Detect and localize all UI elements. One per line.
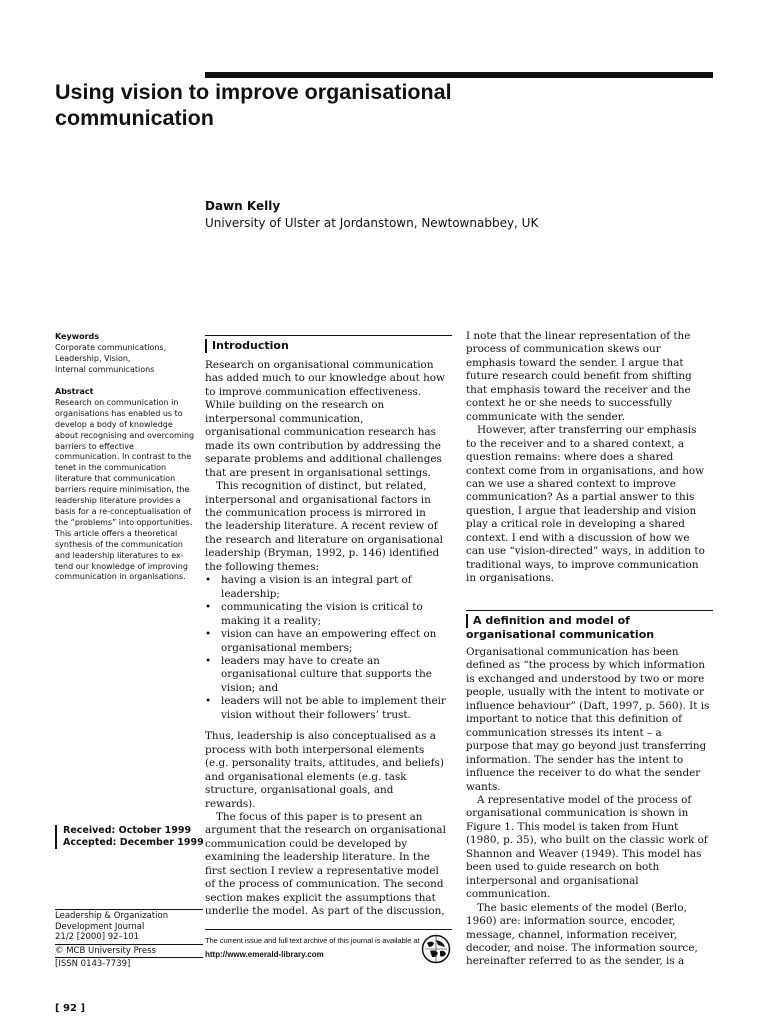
abstract-line: barriers to effective: [55, 441, 134, 451]
paragraph-line: The focus of this paper is to present an: [216, 810, 423, 823]
paragraph-line: (1980, p. 35), who built on the classic work of: [466, 834, 708, 847]
heading-marker: [466, 614, 468, 628]
paragraph-line: can we use a shared context to improve: [466, 477, 676, 490]
journal-rule: [55, 957, 203, 958]
paragraph-line: communicate with the sender.: [466, 410, 625, 423]
paragraph-line: communication? As a partial answer to this: [466, 491, 695, 504]
paragraph-line: context. I end with a discussion of how we: [466, 531, 690, 544]
paragraph-line: structure, organisational goals, and: [205, 784, 394, 797]
abstract-line: literature that communication: [55, 474, 176, 484]
keywords-line: Corporate communications,: [55, 342, 167, 352]
paragraph-line: section makes explicit the assumptions that: [205, 891, 436, 904]
abstract-line: basis for a re-conceptualisation of: [55, 506, 191, 516]
paragraph-line: context he or she needs to successfully: [466, 397, 673, 410]
paragraph-line: defined as “the process by which information: [466, 659, 705, 672]
paragraph-line: I note that the linear representation of the: [466, 330, 691, 342]
paragraph-line: examining the leadership literature. In the: [205, 851, 430, 864]
paragraph-line: future research could benefit from shifting: [466, 370, 692, 383]
paragraph-line: first section I review a representative model: [205, 864, 439, 877]
paragraph-line: rewards).: [205, 797, 256, 810]
abstract-line: communication. In contrast to the: [55, 452, 192, 462]
abstract-line: the “problems” into opportunities.: [55, 517, 193, 527]
abstract-line: about recognising and overcoming: [55, 430, 195, 440]
column-1-text: [205, 359, 453, 919]
paragraph-line: context come from in organisations, and how: [466, 464, 705, 477]
bullet-line: vision without their followers’ trust.: [221, 708, 411, 721]
abstract-line: organisations has enabled us to: [55, 408, 183, 418]
archive-note: The current issue and full text archive of this journal is available at: [205, 936, 420, 945]
paragraph-line: can use “vision-directed” ways, in addition to: [466, 545, 705, 558]
heading-marker: [205, 339, 207, 353]
paragraph-line: decoder, and noise. The information source,: [466, 941, 698, 954]
bullet-line: organisational members;: [221, 641, 353, 654]
abstract-block: [55, 387, 200, 583]
paragraph-line: communication could be developed by: [205, 837, 408, 850]
abstract-line: tend our knowledge of improving: [55, 561, 188, 571]
paragraph-line: question remains: where does a shared: [466, 451, 674, 464]
keywords-heading: Keywords: [55, 332, 100, 341]
abstract-line: communication in organisations.: [55, 572, 186, 582]
paragraph-line: A representative model of the process of: [477, 793, 692, 806]
paragraph-line: has added much to our knowledge about how: [205, 372, 445, 385]
paragraph-line: leadership (Bryman, 1992, p. 146) identified: [205, 547, 440, 560]
paragraph-line: the communication process is mirrored in: [205, 506, 426, 519]
paragraph-line: Shannon and Weaver (1949). This model has: [466, 847, 702, 860]
bullet-line: organisational culture that supports the: [221, 668, 432, 681]
paragraph-line: question, I argue that leadership and vision: [466, 504, 697, 517]
title-line-1: Using vision to improve organisational: [55, 80, 452, 104]
accepted-date: Accepted: December 1999: [63, 837, 204, 848]
abstract-text: [55, 398, 200, 583]
paragraph-line: the leadership literature. A recent review of: [205, 520, 438, 533]
bullet-line: • vision can have an empowering effect on: [205, 628, 437, 641]
paragraph-line: (e.g. personality traits, attitudes, and beliefs): [205, 757, 444, 770]
journal-info: [55, 908, 205, 970]
paragraph-line: interpersonal and organisational factors in: [205, 493, 431, 506]
emerald-globe-icon: [421, 934, 451, 964]
author-name: Dawn Kelly: [205, 199, 281, 213]
paragraph-gap: [205, 722, 453, 730]
paragraph-line: Organisational communication has been: [466, 646, 679, 658]
paragraph-line: hereinafter referred to as the sender, is a: [466, 955, 685, 968]
abstract-line: tenet in the communication: [55, 463, 167, 473]
page-number: [ 92 ]: [55, 1003, 86, 1014]
received-date: Received: October 1999: [63, 825, 192, 836]
heading-text: Introduction: [212, 339, 289, 352]
paragraph-line: communication stresses its intent – a: [466, 726, 662, 739]
paragraph-line: interpersonal communication,: [205, 412, 364, 425]
paragraph-line: purpose that may go beyond just transferring: [466, 740, 707, 753]
journal-name-line: Development Journal: [55, 921, 145, 932]
paragraph-line: Thus, leadership is also conceptualised as a: [205, 730, 436, 743]
bullet-line: leadership;: [221, 587, 280, 600]
bullet-icon: •: [205, 574, 212, 587]
paragraph-line: However, after transferring our emphasis: [477, 424, 697, 437]
abstract-line: Research on communication in: [55, 397, 179, 407]
received-dates: [55, 825, 204, 849]
paragraph-line: separate problems and additional challenges: [205, 453, 442, 466]
paragraph-line: wants.: [466, 780, 501, 793]
bullet-line: • communicating the vision is critical to: [205, 601, 423, 614]
paragraph-line: While building on the research on: [205, 399, 385, 412]
author-affiliation: University of Ulster at Jordanstown, Newtownabbey, UK: [205, 216, 539, 230]
bullet-line: • having a vision is an integral part of: [205, 574, 412, 587]
bullet-line: • leaders will not be able to implement their: [205, 695, 446, 708]
paragraph-line: to improve communication effectiveness.: [205, 385, 422, 398]
paragraph-line: This recognition of distinct, but related,: [216, 480, 427, 493]
archive-url[interactable]: http://www.emerald-library.com: [205, 950, 324, 959]
section-heading-definition: [466, 610, 713, 641]
paragraph-line: influence the receiver to do what the sender: [466, 767, 701, 780]
keywords-block: [55, 332, 200, 376]
paragraph-line: is exchanged and understood by two or more: [466, 672, 705, 685]
bullet-line: • leaders may have to create an: [205, 654, 380, 667]
abstract-heading: Abstract: [55, 387, 94, 396]
paragraph-line: the research and literature on organisational: [205, 533, 443, 546]
paragraph-line: the following themes:: [205, 560, 320, 573]
journal-volume: 21/2 [2000] 92–101: [55, 932, 140, 942]
journal-name-line: Leadership & Organization: [55, 911, 169, 921]
publisher: © MCB University Press: [55, 945, 156, 956]
paragraph-line: 1960) are: information source, encoder,: [466, 915, 676, 928]
paragraph-line: underlie the model. As part of the discussion,: [205, 905, 445, 918]
abstract-line: This article offers a theoretical: [55, 528, 178, 538]
abstract-line: leadership literature provides a: [55, 496, 181, 506]
abstract-line: barriers require minimisation, the: [55, 485, 190, 495]
paragraph-line: that are present in organisational settings.: [205, 466, 431, 479]
paragraph-line: traditional ways, to improve communication: [466, 558, 699, 571]
paragraph-line: that emphasis toward the receiver and the: [466, 383, 691, 396]
abstract-line: and leadership literatures to ex-: [55, 550, 184, 560]
title-line-2: communication: [55, 106, 214, 130]
column-2-text: [466, 330, 714, 586]
paragraph-line: influence behaviour” (Daft, 1997, p. 560). It is: [466, 699, 710, 712]
paragraph-line: been used to guide research on both: [466, 861, 660, 874]
paragraph-line: and organisational elements (e.g. task: [205, 770, 407, 783]
paragraph-line: of the process of communication. The second: [205, 878, 444, 891]
bullet-icon: •: [205, 628, 212, 641]
title-rule: [205, 72, 713, 78]
bullet-icon: •: [205, 695, 212, 708]
paragraph-line: organisational communication is shown in: [466, 807, 689, 820]
paragraph-line: message, channel, information receiver,: [466, 928, 677, 941]
heading-text-line-1: A definition and model of: [473, 614, 630, 627]
paragraph-line: to the receiver and to a shared context, a: [466, 437, 685, 450]
paragraph-line: argument that the research on organisational: [205, 824, 446, 837]
archive-footer: [205, 929, 452, 959]
paragraph-line: in organisations.: [466, 572, 555, 585]
paragraph-line: process of communication skews our: [466, 343, 661, 356]
paragraph-line: emphasis toward the sender. I argue that: [466, 356, 684, 369]
paragraph-line: organisational communication research has: [205, 426, 436, 439]
paragraph-line: information. The sender has the intent to: [466, 753, 684, 766]
issn: [ISSN 0143-7739]: [55, 959, 131, 969]
bullet-line: making it a reality;: [221, 614, 322, 627]
paragraph-line: made its own contribution by addressing the: [205, 439, 441, 452]
paragraph-line: Research on organisational communication: [205, 359, 434, 371]
paragraph-line: communication.: [466, 888, 551, 901]
journal-rule: [55, 909, 203, 910]
abstract-line: synthesis of the communication: [55, 539, 183, 549]
paragraph-line: people, usually with the intent to motivate or: [466, 686, 704, 699]
paragraph-line: play a critical role in developing a shared: [466, 518, 685, 531]
article-title: [55, 79, 575, 131]
paragraph-line: process with both interpersonal elements: [205, 743, 425, 756]
paragraph-line: interpersonal and organisational: [466, 874, 639, 887]
bullet-icon: •: [205, 654, 212, 667]
heading-text-line-2: organisational communication: [466, 628, 655, 641]
section-2-text: [466, 646, 714, 969]
paragraph-line: The basic elements of the model (Berlo,: [477, 901, 687, 914]
abstract-line: develop a body of knowledge: [55, 419, 173, 429]
bullet-icon: •: [205, 601, 212, 614]
bullet-line: vision; and: [221, 681, 279, 694]
journal-rule: [55, 944, 203, 945]
keywords-line: Internal communications: [55, 364, 155, 374]
paragraph-line: important to notice that this definition of: [466, 713, 683, 726]
paragraph-line: Figure 1. This model is taken from Hunt: [466, 820, 679, 833]
section-heading-introduction: [205, 335, 452, 353]
keywords-line: Leadership, Vision,: [55, 353, 131, 363]
